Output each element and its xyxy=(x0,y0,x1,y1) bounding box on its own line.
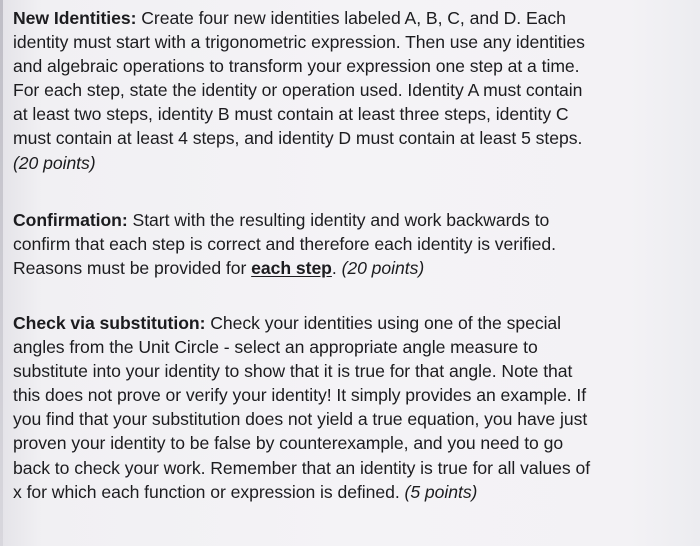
check-substitution-line-7: back to check your work. Remember that an identity is true for all values of xyxy=(13,457,591,478)
check-substitution-line-1: Check via substitution: Check your identities using one of the special xyxy=(13,313,562,333)
check-substitution-line-2: angles from the Unit Circle - select an appropriate angle measure to xyxy=(13,337,538,358)
check-substitution-line-3: substitute into your identity to show that it is true for that angle. Note that xyxy=(13,361,573,382)
confirmation-paragraph xyxy=(13,208,556,280)
new-identities-line-2: identity must start with a trigonometric expression. Then use any identities xyxy=(13,32,585,53)
confirmation-points: (20 points) xyxy=(341,258,425,279)
new-identities-line-4: For each step, state the identity or operation used. Identity A must contain xyxy=(13,80,583,101)
page-edge-shadow xyxy=(0,0,3,546)
new-identities-line-3: and algebraic operations to transform your expression one step at a time. xyxy=(13,56,580,77)
new-identities-line-5: at least two steps, identity B must contain at least three steps, identity C xyxy=(13,104,569,125)
new-identities-paragraph xyxy=(13,6,585,175)
check-substitution-paragraph xyxy=(13,311,590,504)
new-identities-line-1: New Identities: Create four new identities labeled A, B, C, and D. Each xyxy=(13,8,566,28)
new-identities-heading: New Identities: xyxy=(13,8,137,28)
confirmation-line-1: Confirmation: Start with the resulting identity and work backwards to xyxy=(13,210,550,230)
confirmation-line-3: Reasons must be provided for each step. (20 points) xyxy=(13,258,425,279)
check-substitution-line-8: x for which each function or expression is defined. (5 points) xyxy=(13,481,478,502)
confirmation-heading: Confirmation: xyxy=(13,210,128,230)
each-step-emphasis: each step xyxy=(251,258,332,279)
confirmation-line-2: confirm that each step is correct and therefore each identity is verified. xyxy=(13,234,556,255)
check-substitution-line-5: you find that your substitution does not yield a true equation, you have just xyxy=(13,409,588,430)
check-substitution-heading: Check via substitution: xyxy=(13,313,206,333)
check-substitution-line-6: proven your identity to be false by counterexample, and you need to go xyxy=(13,433,564,454)
new-identities-line-6: must contain at least 4 steps, and identity D must contain at least 5 steps. xyxy=(13,128,583,149)
check-substitution-points: (5 points) xyxy=(404,481,478,502)
new-identities-points: (20 points) xyxy=(13,152,96,173)
check-substitution-line-4: this does not prove or verify your identity! It simply provides an example. If xyxy=(13,385,587,406)
